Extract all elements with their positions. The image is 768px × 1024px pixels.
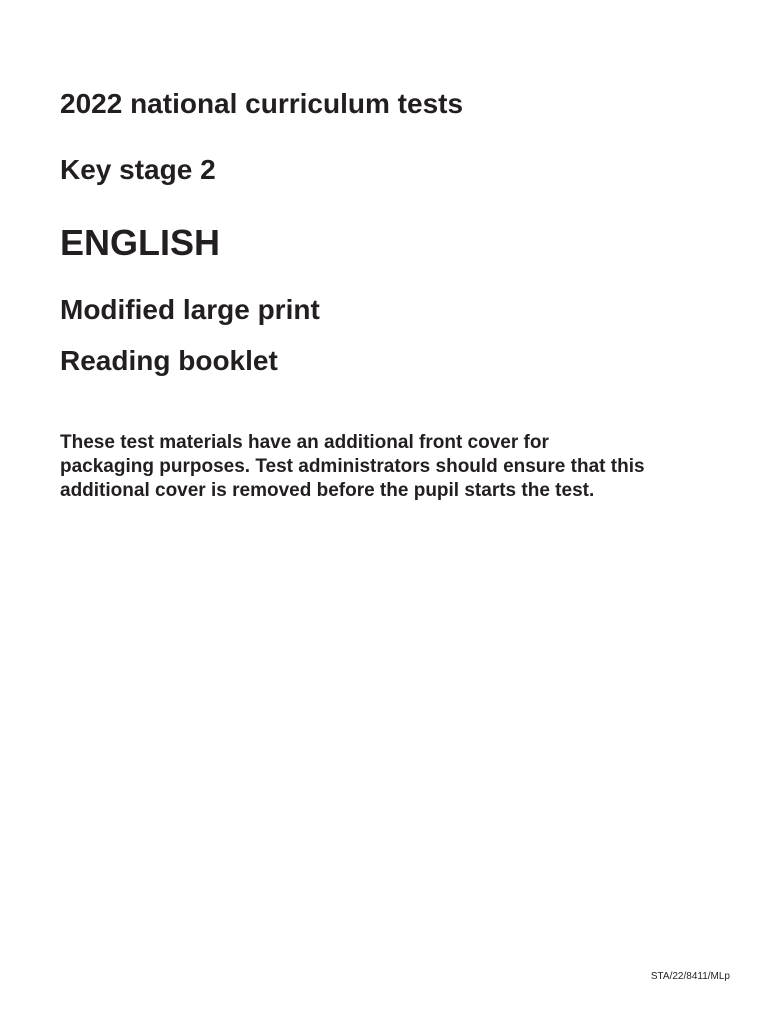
administrator-notice	[60, 431, 740, 503]
booklet-heading: Reading booklet	[60, 345, 278, 376]
key-stage-heading: Key stage 2	[60, 154, 216, 185]
reference-code: STA/22/8411/MLp	[650, 971, 730, 982]
format-heading: Modified large print	[60, 294, 320, 325]
notice-line: additional cover is removed before the pupil starts the test.	[60, 480, 595, 501]
notice-line: These test materials have an additional front cover for	[60, 432, 549, 453]
notice-line: packaging purposes. Test administrators should ensure that this	[60, 456, 645, 477]
tests-title: 2022 national curriculum tests	[60, 88, 464, 119]
subject-heading: ENGLISH	[60, 222, 221, 263]
